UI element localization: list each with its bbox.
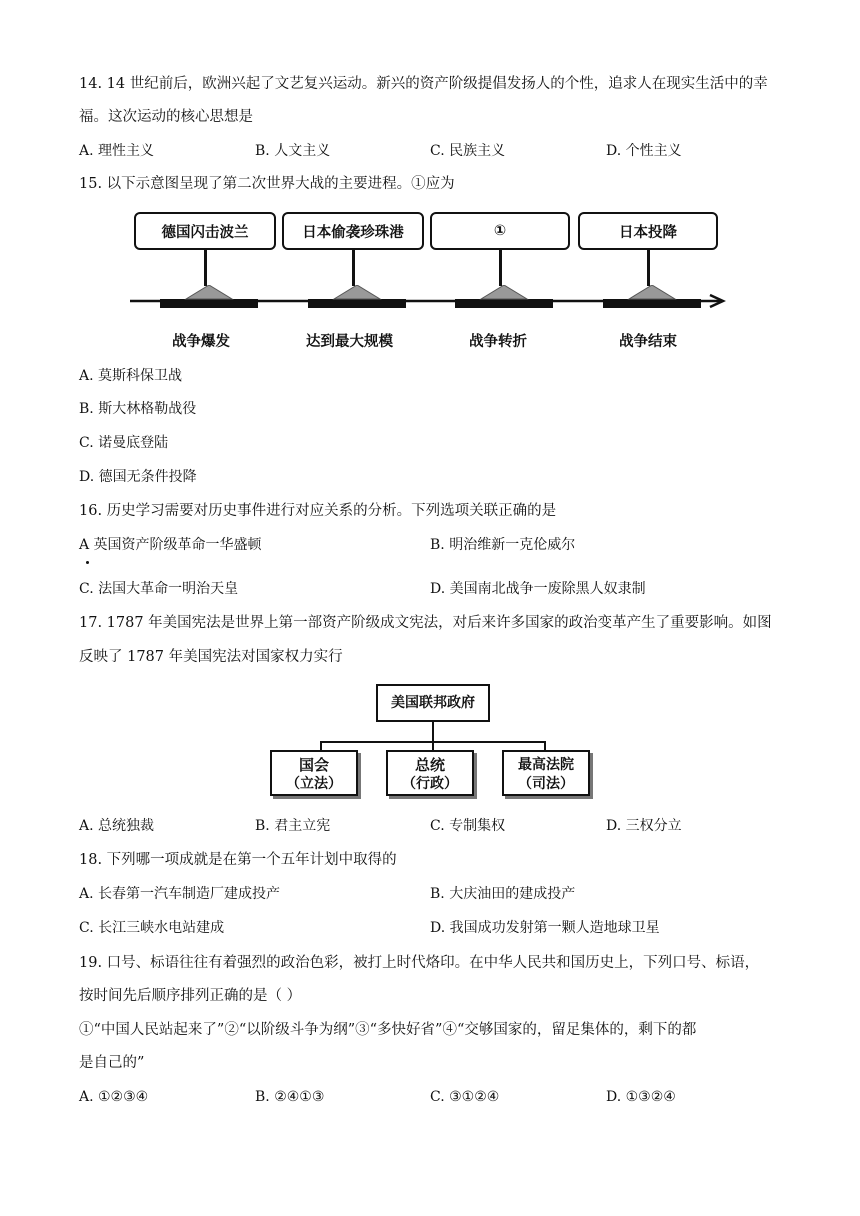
q19-stem-line1: 19. 口号、标语往往有着强烈的政治色彩，被打上时代烙印。在中华人民共和国历史上，下列口号、标语， bbox=[79, 955, 760, 971]
q17-stem-line2: 反映了 1787 年美国宪法对国家权力实行 bbox=[79, 649, 343, 665]
q19-option-b: B. ②④①③ bbox=[255, 1089, 325, 1105]
q18-stem: 18. 下列哪一项成就是在第一个五年计划中取得的 bbox=[79, 852, 397, 868]
q14-option-b: B. 人文主义 bbox=[255, 143, 331, 159]
q19-stem-line2: 按时间先后顺序排列正确的是（ ） bbox=[79, 988, 302, 1004]
q18-option-a: A. 长春第一汽车制造厂建成投产 bbox=[79, 886, 281, 902]
diagram-branch-congress bbox=[270, 750, 358, 796]
diagram-connector-vertical bbox=[432, 722, 434, 742]
q17-option-b: B. 君主立宪 bbox=[255, 818, 331, 834]
q15-option-a: A. 莫斯科保卫战 bbox=[79, 368, 183, 384]
timeline-stage-4: 战争结束 bbox=[619, 334, 677, 350]
diagram-federal-government: 美国联邦政府 bbox=[376, 684, 490, 722]
q17-option-c: C. 专制集权 bbox=[430, 818, 506, 834]
timeline-stem-1 bbox=[204, 250, 207, 286]
diagram-branch-supreme-court bbox=[502, 750, 590, 796]
q19-stem-line4: 是自己的” bbox=[79, 1055, 145, 1071]
q18-option-c: C. 长江三峡水电站建成 bbox=[79, 920, 225, 936]
q14-option-d: D. 个性主义 bbox=[606, 143, 682, 159]
diagram-branch-president bbox=[386, 750, 474, 796]
q19-option-c: C. ③①②④ bbox=[430, 1089, 500, 1105]
q17-option-a: A. 总统独裁 bbox=[79, 818, 155, 834]
timeline-stage-2: 达到最大规模 bbox=[306, 334, 393, 350]
q15-option-c: C. 诺曼底登陆 bbox=[79, 435, 169, 451]
timeline-event-1: 德国闪击波兰 bbox=[134, 212, 276, 250]
q16-option-d: D. 美国南北战争一废除黑人奴隶制 bbox=[430, 581, 646, 597]
q16-stem: 16. 历史学习需要对历史事件进行对应关系的分析。下列选项关联正确的是 bbox=[79, 503, 557, 519]
q19-option-d: D. ①③②④ bbox=[606, 1089, 676, 1105]
timeline-stem-2 bbox=[352, 250, 355, 286]
q15-option-d: D. 德国无条件投降 bbox=[79, 469, 197, 485]
q16-option-b: B. 明治维新一克伦威尔 bbox=[430, 537, 576, 553]
branch-role: （司法） bbox=[518, 776, 574, 792]
q14-stem-line1: 14. 14 世纪前后，欧洲兴起了文艺复兴运动。新兴的资产阶级提倡发扬人的个性，追求人在现实生活中的幸 bbox=[79, 76, 768, 92]
q15-stem: 15. 以下示意图呈现了第二次世界大战的主要进程。①应为 bbox=[79, 176, 455, 192]
timeline-stage-3: 战争转折 bbox=[469, 334, 527, 350]
branch-role: （行政） bbox=[402, 776, 458, 792]
timeline-stage-1: 战争爆发 bbox=[172, 334, 230, 350]
q19-stem-line3: ①“中国人民站起来了”②“以阶级斗争为纲”③“多快好省”④“交够国家的，留足集体的，剩下的都 bbox=[79, 1022, 697, 1038]
branch-name: 国会 bbox=[298, 756, 329, 774]
q14-option-a: A. 理性主义 bbox=[79, 143, 155, 159]
q15-option-b: B. 斯大林格勒战役 bbox=[79, 401, 197, 417]
q14-option-c: C. 民族主义 bbox=[430, 143, 506, 159]
q18-option-d: D. 我国成功发射第一颗人造地球卫星 bbox=[430, 920, 660, 936]
q16-option-a: A 英国资产阶级革命一华盛顿 bbox=[79, 537, 262, 553]
timeline-event-3: ① bbox=[430, 212, 570, 250]
stray-dot-mark bbox=[86, 561, 89, 564]
branch-role: （立法） bbox=[286, 776, 342, 792]
timeline-stem-4 bbox=[647, 250, 650, 286]
timeline-axis bbox=[125, 285, 735, 315]
q17-option-d: D. 三权分立 bbox=[606, 818, 682, 834]
q16-option-c: C. 法国大革命一明治天皇 bbox=[79, 581, 239, 597]
q19-option-a: A. ①②③④ bbox=[79, 1089, 149, 1105]
branch-name: 最高法院 bbox=[518, 757, 574, 773]
branch-name: 总统 bbox=[414, 756, 445, 774]
q17-stem-line1: 17. 1787 年美国宪法是世界上第一部资产阶级成文宪法，对后来许多国家的政治变革产生了重要影响。如图 bbox=[79, 615, 772, 631]
timeline-event-2: 日本偷袭珍珠港 bbox=[282, 212, 424, 250]
timeline-stem-3 bbox=[499, 250, 502, 286]
timeline-event-4: 日本投降 bbox=[578, 212, 718, 250]
q18-option-b: B. 大庆油田的建成投产 bbox=[430, 886, 576, 902]
q14-stem-line2: 福。这次运动的核心思想是 bbox=[79, 109, 253, 125]
